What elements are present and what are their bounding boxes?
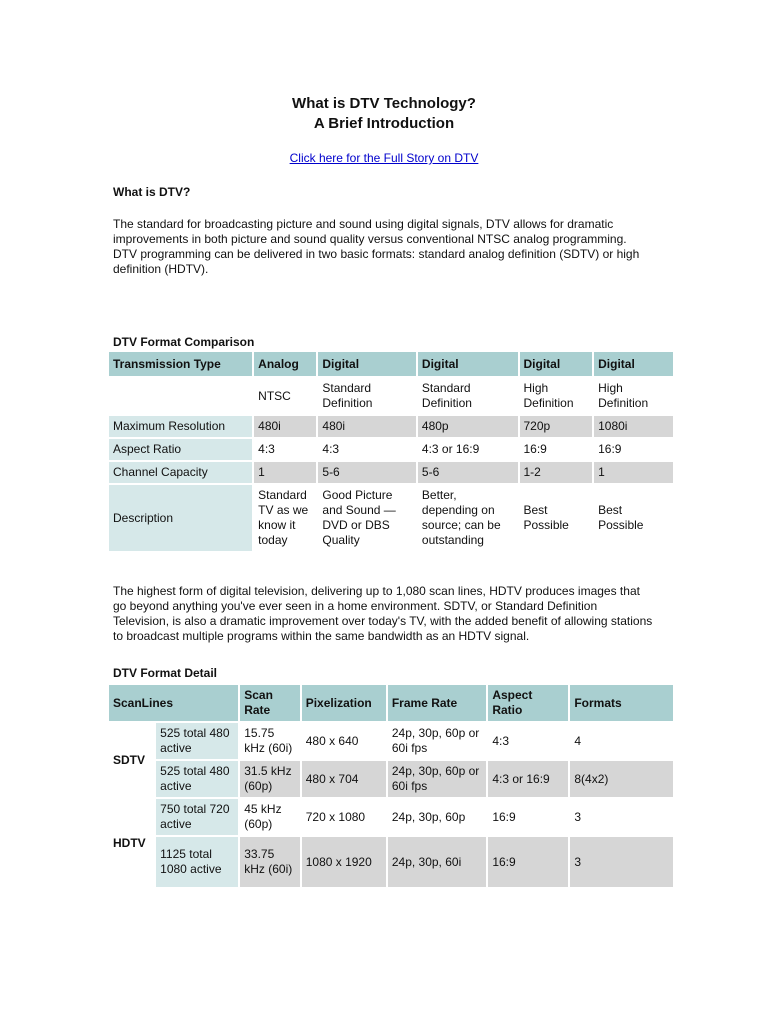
table-cell: 1 xyxy=(594,462,673,483)
table-cell: Standard Definition xyxy=(318,378,416,414)
format-detail-table xyxy=(107,683,675,889)
format-comparison-table xyxy=(107,350,675,553)
table-cell: 720 x 1080 xyxy=(302,799,386,835)
table-cell: 1080 x 1920 xyxy=(302,837,386,887)
row-label: Maximum Resolution xyxy=(109,416,252,437)
group-label-hdtv: HDTV xyxy=(109,799,154,887)
table-cell: 1-2 xyxy=(520,462,593,483)
row-label: Aspect Ratio xyxy=(109,439,252,460)
title-line-1: What is DTV Technology? xyxy=(292,95,476,112)
table-cell: 5-6 xyxy=(318,462,416,483)
full-story-link-wrap xyxy=(0,151,768,165)
table-cell: 4:3 xyxy=(254,439,316,460)
table-cell: 3 xyxy=(570,837,673,887)
table-row xyxy=(109,837,673,887)
table-cell: 480p xyxy=(418,416,518,437)
table-row xyxy=(109,416,673,437)
header-cell: Digital xyxy=(594,352,673,376)
table-cell: 8(4x2) xyxy=(570,761,673,797)
table-cell: 480 x 640 xyxy=(302,723,386,759)
table-cell: 480i xyxy=(318,416,416,437)
table2-heading: DTV Format Detail xyxy=(113,666,218,680)
intro-paragraph: The standard for broadcasting picture and sound using digital signals, DTV allows for dramatic improvements in both picture and sound quality versus conventional NTSC analog programming. DTV programming can be delivered in two basic formats: standard analog definition (SDTV) or high definition (HDTV). xyxy=(113,217,640,276)
row-label: 750 total 720 active xyxy=(156,799,238,835)
table-cell: 24p, 30p, 60i xyxy=(388,837,486,887)
table-cell: 16:9 xyxy=(520,439,593,460)
table-row xyxy=(109,799,673,835)
table-cell: 1080i xyxy=(594,416,673,437)
table-header-row xyxy=(109,352,673,376)
section-heading-what-is-dtv: What is DTV? xyxy=(113,185,191,199)
table-row xyxy=(109,462,673,483)
header-cell: Frame Rate xyxy=(388,685,486,721)
header-cell: Analog xyxy=(254,352,316,376)
row-label: 525 total 480 active xyxy=(156,723,238,759)
table-cell: 5-6 xyxy=(418,462,518,483)
table-cell: 24p, 30p, 60p or 60i fps xyxy=(388,761,486,797)
table1-heading: DTV Format Comparison xyxy=(113,335,255,349)
table-row xyxy=(109,439,673,460)
table-cell: 31.5 kHz (60p) xyxy=(240,761,300,797)
table-cell: 1 xyxy=(254,462,316,483)
table-cell: 16:9 xyxy=(488,799,568,835)
header-cell: Aspect Ratio xyxy=(488,685,568,721)
table-cell: High Definition xyxy=(520,378,593,414)
header-cell: Formats xyxy=(570,685,673,721)
table-cell: Standard TV as we know it today xyxy=(254,485,316,551)
table-cell: 24p, 30p, 60p or 60i fps xyxy=(388,723,486,759)
table-cell: 24p, 30p, 60p xyxy=(388,799,486,835)
table-cell: 480i xyxy=(254,416,316,437)
table-header-row xyxy=(109,685,673,721)
row-label: Channel Capacity xyxy=(109,462,252,483)
title-line-2: A Brief Introduction xyxy=(313,115,455,132)
header-cell: Digital xyxy=(520,352,593,376)
table-cell: 15.75 kHz (60i) xyxy=(240,723,300,759)
page-title xyxy=(0,94,768,134)
header-cell: Transmission Type xyxy=(109,352,252,376)
row-label: Description xyxy=(109,485,252,551)
table-cell: High Definition xyxy=(594,378,673,414)
group-label-sdtv: SDTV xyxy=(109,723,154,797)
header-cell: ScanLines xyxy=(109,685,238,721)
table-cell: NTSC xyxy=(254,378,316,414)
table-cell: 33.75 kHz (60i) xyxy=(240,837,300,887)
table-row xyxy=(109,378,673,414)
table-cell: 720p xyxy=(520,416,593,437)
table-row xyxy=(109,723,673,759)
table-cell: Best Possible xyxy=(520,485,593,551)
table-row xyxy=(109,761,673,797)
header-cell: Pixelization xyxy=(302,685,386,721)
full-story-link[interactable]: Click here for the Full Story on DTV xyxy=(289,151,479,165)
table-row xyxy=(109,485,673,551)
row-label: 525 total 480 active xyxy=(156,761,238,797)
table-cell: Good Picture and Sound — DVD or DBS Quality xyxy=(318,485,416,551)
table-cell: 3 xyxy=(570,799,673,835)
table-cell: 4 xyxy=(570,723,673,759)
table-cell: 4:3 or 16:9 xyxy=(488,761,568,797)
hdtv-paragraph: The highest form of digital television, delivering up to 1,080 scan lines, HDTV produces images that go beyond anything you've ever seen in a home environment. SDTV, or Standard Definition Television, is also a dramatic improvement over today's TV, with the added benefit of allowing stations to broadcast multiple programs within the same bandwidth as an HDTV signal. xyxy=(113,584,653,643)
header-cell: Scan Rate xyxy=(240,685,300,721)
table-cell: 4:3 xyxy=(318,439,416,460)
table-cell: 4:3 xyxy=(488,723,568,759)
table-cell xyxy=(109,378,252,414)
table-cell: 45 kHz (60p) xyxy=(240,799,300,835)
row-label: 1125 total 1080 active xyxy=(156,837,238,887)
header-cell: Digital xyxy=(318,352,416,376)
header-cell: Digital xyxy=(418,352,518,376)
table-cell: Standard Definition xyxy=(418,378,518,414)
table-cell: 4:3 or 16:9 xyxy=(418,439,518,460)
table-cell: 16:9 xyxy=(594,439,673,460)
table-cell: Better, depending on source; can be outstanding xyxy=(418,485,518,551)
table-cell: Best Possible xyxy=(594,485,673,551)
table-cell: 16:9 xyxy=(488,837,568,887)
table-cell: 480 x 704 xyxy=(302,761,386,797)
